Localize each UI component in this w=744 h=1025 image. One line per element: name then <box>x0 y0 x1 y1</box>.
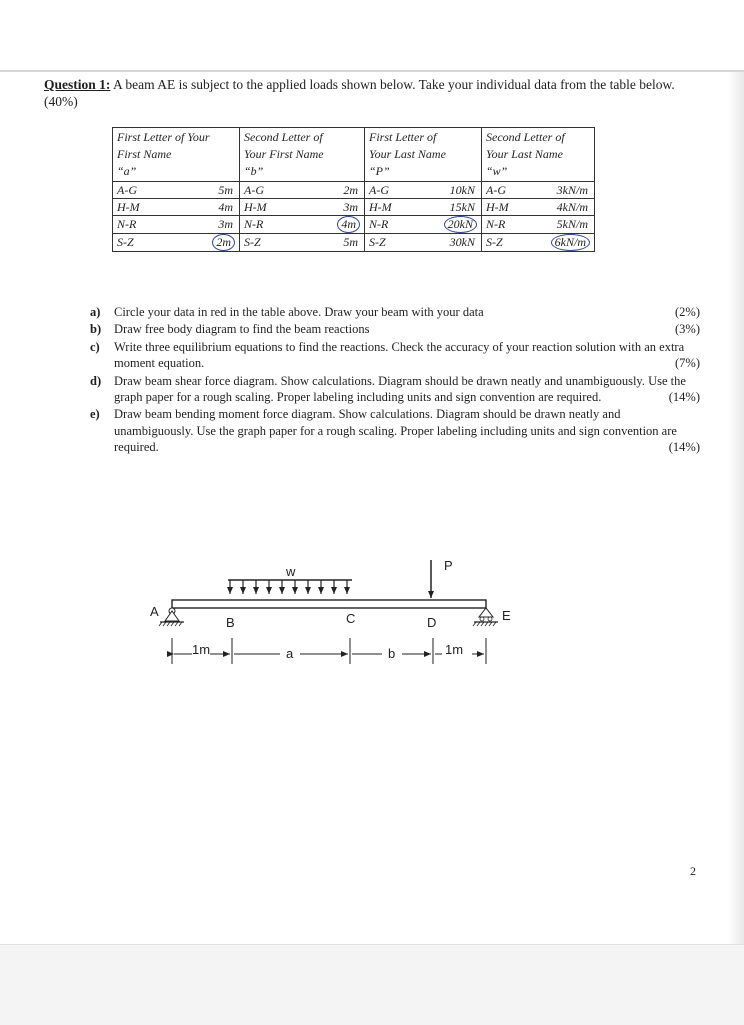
cell-value: 30kN <box>449 235 475 249</box>
scan-bottom-margin <box>0 944 744 1025</box>
letter-range: S-Z <box>244 235 261 249</box>
label-d: D <box>427 615 437 630</box>
table-cell <box>482 199 595 216</box>
cell-value: 3m <box>343 199 358 214</box>
header-second-letter-last-name: Second Letter of Your Last Name “w” <box>482 128 595 182</box>
letter-range: S-Z <box>117 235 134 249</box>
distributed-load <box>228 564 352 594</box>
beam-diagram-svg <box>140 550 530 680</box>
letter-range: A-G <box>369 182 389 197</box>
label-c: C <box>346 611 356 626</box>
table-row <box>113 216 595 234</box>
cell-value: 2m <box>343 182 358 197</box>
cell-value: 5kN/m <box>556 217 588 231</box>
table-cell <box>365 216 482 234</box>
table-cell <box>365 234 482 252</box>
cell-value: 10kN <box>449 182 475 197</box>
dim-a: a <box>286 646 294 661</box>
scan-edge-line <box>0 70 744 72</box>
table-cell <box>482 216 595 234</box>
cell-value: 15kN <box>449 199 475 214</box>
cell-value: 3m <box>218 217 233 231</box>
page-number: 2 <box>690 864 696 878</box>
beam-diagram <box>140 550 530 680</box>
letter-range: H-M <box>244 199 267 214</box>
table-row <box>113 234 595 252</box>
circled-value: 20kN <box>444 216 477 233</box>
table-cell <box>365 199 482 216</box>
header-second-letter-first-name: Second Letter of Your First Name “b” <box>240 128 365 182</box>
point-load <box>431 558 453 598</box>
circled-value: 4m <box>337 216 360 233</box>
table-cell <box>240 182 365 199</box>
label-b: B <box>226 615 235 630</box>
beam <box>172 600 486 608</box>
label-a: A <box>150 604 159 619</box>
letter-range: A-G <box>244 182 264 197</box>
part-d: d) Draw beam shear force diagram. Show calculations. Diagram should be drawn neatly and unambiguously. Use the graph paper for a rough scaling. Proper labeling including units and sign convention are required. (14%) <box>90 373 700 405</box>
scan-right-edge <box>728 72 744 944</box>
part-e: e) Draw beam bending moment force diagram. Show calculations. Diagram should be drawn neatly and unambiguously. Use the graph paper for a rough scaling. Proper labeling including units and sign convention are required. (14%) <box>90 407 700 455</box>
circled-value: 2m <box>212 234 235 251</box>
question-parts <box>88 304 700 457</box>
cell-value: 3kN/m <box>556 182 588 197</box>
label-w: w <box>286 564 296 579</box>
circled-value: 6kN/m <box>551 234 590 251</box>
table-body <box>113 182 595 252</box>
letter-range: N-R <box>486 217 506 231</box>
table-cell <box>113 199 240 216</box>
table-cell <box>482 234 595 252</box>
letter-range: A-G <box>117 182 137 197</box>
table-cell <box>482 182 595 199</box>
letter-range: H-M <box>369 199 392 214</box>
cell-value: 5m <box>218 182 233 197</box>
question-label: Question 1: <box>44 77 111 92</box>
dim-b: b <box>388 646 396 661</box>
table-cell <box>240 216 365 234</box>
question-text <box>44 76 694 110</box>
dim-1m-left: 1m <box>192 642 211 657</box>
letter-range: N-R <box>369 217 389 231</box>
table-cell <box>113 216 240 234</box>
letter-range: S-Z <box>369 235 386 249</box>
cell-value: 4kN/m <box>556 199 588 214</box>
part-c: c) Write three equilibrium equations to find the reactions. Check the accuracy of your reaction solution with an extra moment equation. (7%) <box>90 339 700 371</box>
label-e: E <box>502 608 511 623</box>
letter-range: N-R <box>244 217 264 231</box>
table-row <box>113 182 595 199</box>
letter-range: A-G <box>486 182 506 197</box>
table-cell <box>240 199 365 216</box>
letter-range: H-M <box>117 199 140 214</box>
cell-value: 5m <box>343 235 358 249</box>
header-first-letter-last-name: First Letter of Your Last Name “P” <box>365 128 482 182</box>
part-a: a) Circle your data in red in the table above. Draw your beam with your data (2%) <box>90 305 700 319</box>
dim-1m-right: 1m <box>445 642 464 657</box>
data-table <box>112 127 595 252</box>
table-cell <box>365 182 482 199</box>
cell-value: 4m <box>218 199 233 214</box>
table-cell <box>240 234 365 252</box>
scan-top-margin <box>0 0 744 72</box>
question-body: A beam AE is subject to the applied loads shown below. Take your individual data from the table below. (40%) <box>44 77 675 109</box>
support-e-roller <box>473 608 498 626</box>
load-arrows <box>230 580 347 594</box>
letter-range: H-M <box>486 199 509 214</box>
table-header-row <box>113 128 595 182</box>
header-first-letter-first-name: First Letter of Your First Name “a” <box>113 128 240 182</box>
table-cell <box>113 182 240 199</box>
letter-range: N-R <box>117 217 137 231</box>
part-b: b) Draw free body diagram to find the beam reactions (3%) <box>90 322 700 337</box>
dimension-lines <box>172 638 486 664</box>
label-p: P <box>444 558 453 573</box>
table-cell <box>113 234 240 252</box>
support-a-pin <box>159 608 184 626</box>
table-row <box>113 199 595 216</box>
letter-range: S-Z <box>486 235 503 249</box>
